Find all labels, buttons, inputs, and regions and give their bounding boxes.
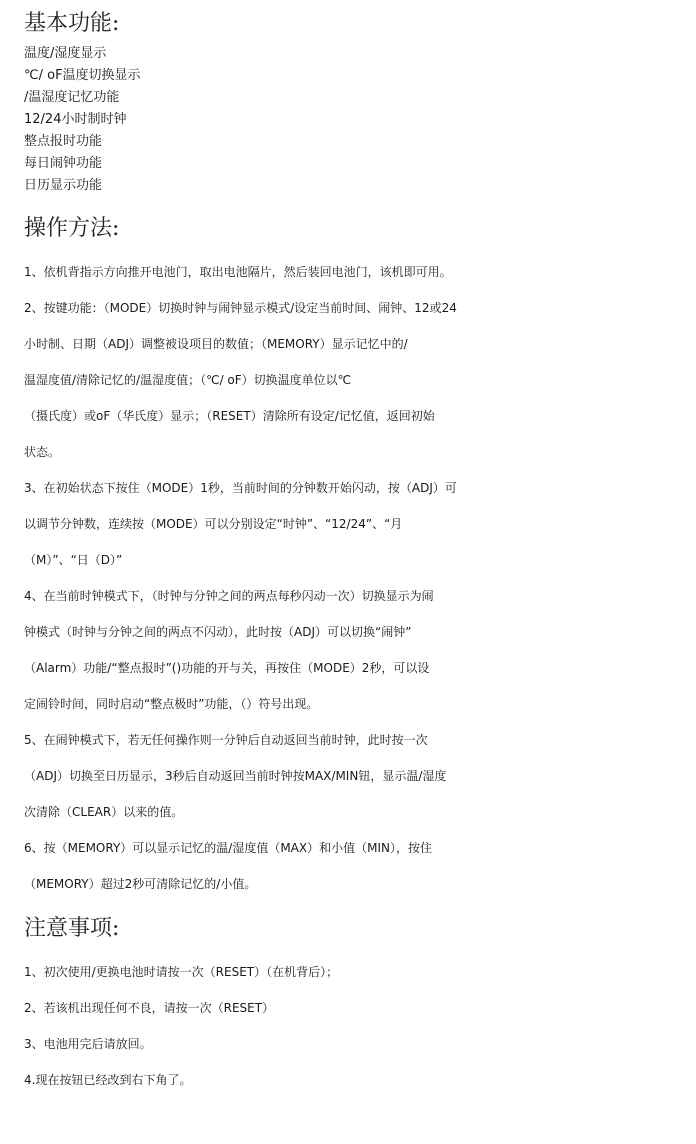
operation-line: 次清除（CLEAR）以来的值。 — [24, 805, 184, 819]
operation-line: 定闹铃时间，同时启动“整点极时”功能，（）符号出现。 — [24, 697, 319, 711]
notes-text — [24, 954, 338, 1098]
feature-item: 温度/湿度显示 — [24, 46, 107, 61]
operation-heading: 操作方法: — [24, 216, 120, 241]
operation-line: 状态。 — [24, 445, 61, 459]
operation-line: 小时制、日期（ADJ）调整被设项目的数值；（MEMORY）显示记忆中的/ — [24, 337, 408, 351]
operation-line: 温湿度值/清除记忆的/温湿度值；（℃/ oF）切换温度单位以℃ — [24, 373, 352, 387]
operation-line: 4、在当前时钟模式下，（时钟与分钟之间的两点每秒闪动一次）切换显示为闹 — [24, 589, 434, 603]
note-line: 1、初次使用/更换电池时请按一次（RESET）（在机背后）； — [24, 965, 339, 979]
feature-item: /温湿度记忆功能 — [24, 90, 120, 105]
feature-item: 12/24小时制时钟 — [24, 112, 127, 127]
note-line: 3、电池用完后请放回。 — [24, 1037, 152, 1051]
operation-line: 2、按键功能：（MODE）切换时钟与闹钟显示模式/设定当前时间、闹钟、12或24 — [24, 301, 457, 315]
feature-item: 每日闹钟功能 — [24, 156, 103, 171]
operation-line: 以调节分钟数，连续按（MODE）可以分别设定“时钟”、“12/24”、“月 — [24, 517, 403, 531]
features-heading: 基本功能: — [24, 11, 120, 36]
operation-line: 钟模式（时钟与分钟之间的两点不闪动），此时按（ADJ）可以切换“闹钟” — [24, 625, 412, 639]
operation-line: 3、在初始状态下按住（MODE）1秒，当前时间的分钟数开始闪动，按（ADJ）可 — [24, 481, 457, 495]
operation-line: 1、依机背指示方向推开电池门，取出电池隔片，然后装回电池门，该机即可用。 — [24, 265, 452, 279]
feature-item: 整点报时功能 — [24, 134, 103, 149]
note-line: 2、若该机出现任何不良，请按一次（RESET） — [24, 1001, 275, 1015]
feature-item: ℃/ oF温度切换显示 — [24, 68, 141, 83]
note-line: 4.现在按钮已经改到右下角了。 — [24, 1073, 192, 1087]
operation-line: 5、在闹钟模式下，若无任何操作则一分钟后自动返回当前时钟，此时按一次 — [24, 733, 428, 747]
feature-item: 日历显示功能 — [24, 178, 103, 193]
operation-line: （Alarm）功能/“整点报时”()功能的开与关，再按住（MODE）2秒，可以设 — [24, 661, 430, 675]
operation-line: （摄氏度）或oF（华氏度）显示；（RESET）清除所有设定/记忆值，返回初始 — [24, 409, 435, 423]
operation-line: （MEMORY）超过2秒可清除记忆的/小值。 — [24, 877, 257, 891]
features-list — [24, 43, 141, 197]
operation-line: 6、按（MEMORY）可以显示记忆的温/湿度值（MAX）和小值（MIN），按住 — [24, 841, 432, 855]
notes-heading: 注意事项: — [24, 916, 120, 941]
operation-text — [24, 254, 457, 902]
operation-line: （ADJ）切换至日历显示，3秒后自动返回当前时钟按MAX/MIN钮，显示温/湿度 — [24, 769, 447, 783]
operation-line: （M）”、“日（D）” — [24, 553, 123, 567]
